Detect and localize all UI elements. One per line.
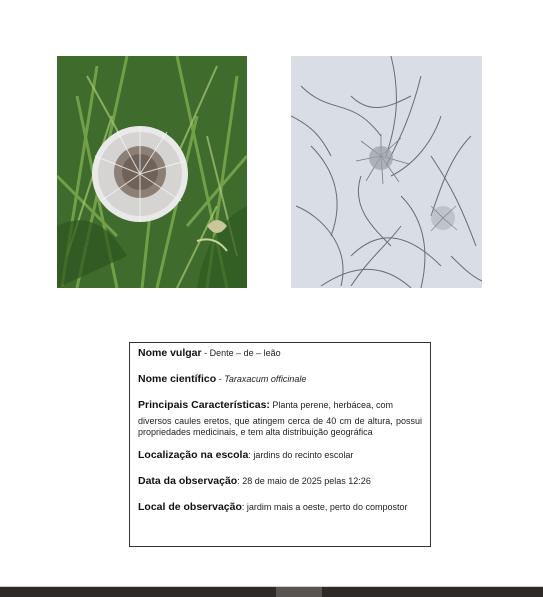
caracteristicas-first-line (138, 400, 422, 411)
dandelion-sketch (291, 56, 482, 288)
local-observacao-row (138, 502, 422, 513)
caracteristicas-label: Principais Características: (138, 399, 270, 411)
bottom-bar (0, 586, 543, 597)
nome-cientifico-value: Taraxacum officinale (224, 374, 307, 384)
localizacao-value: : jardins do recinto escolar (248, 450, 354, 460)
caracteristicas-description: diversos caules eretos, que atingem cerca de 40 cm de altura, possui propriedades medicinais, e tem alta distribuição geográfica (138, 416, 422, 437)
dandelion-sketch-image (291, 56, 482, 288)
localizacao-row (138, 450, 422, 461)
local-observacao-label: Local de observação (138, 501, 242, 513)
nome-cientifico-label: Nome científico (138, 373, 217, 385)
nome-cientifico-row (138, 374, 422, 385)
nome-cientifico-sep: - (216, 374, 225, 384)
dandelion-photo-image (57, 56, 247, 288)
species-info-card (129, 342, 431, 547)
nome-vulgar-row (138, 348, 422, 359)
data-observacao-label: Data da observação (138, 475, 238, 487)
nome-vulgar-value: - Dente – de – leão (201, 348, 281, 358)
local-observacao-value: : jardim mais a oeste, perto do compostor (241, 502, 408, 512)
data-observacao-row (138, 476, 422, 487)
nome-vulgar-label: Nome vulgar (138, 347, 202, 359)
dandelion-photo (57, 56, 247, 288)
caracteristicas-value: Planta perene, herbácea, com (269, 400, 393, 410)
caracteristicas-row (138, 400, 422, 438)
data-observacao-value: : 28 de maio de 2025 pelas 12:26 (237, 476, 371, 486)
localizacao-label: Localização na escola (138, 449, 249, 461)
